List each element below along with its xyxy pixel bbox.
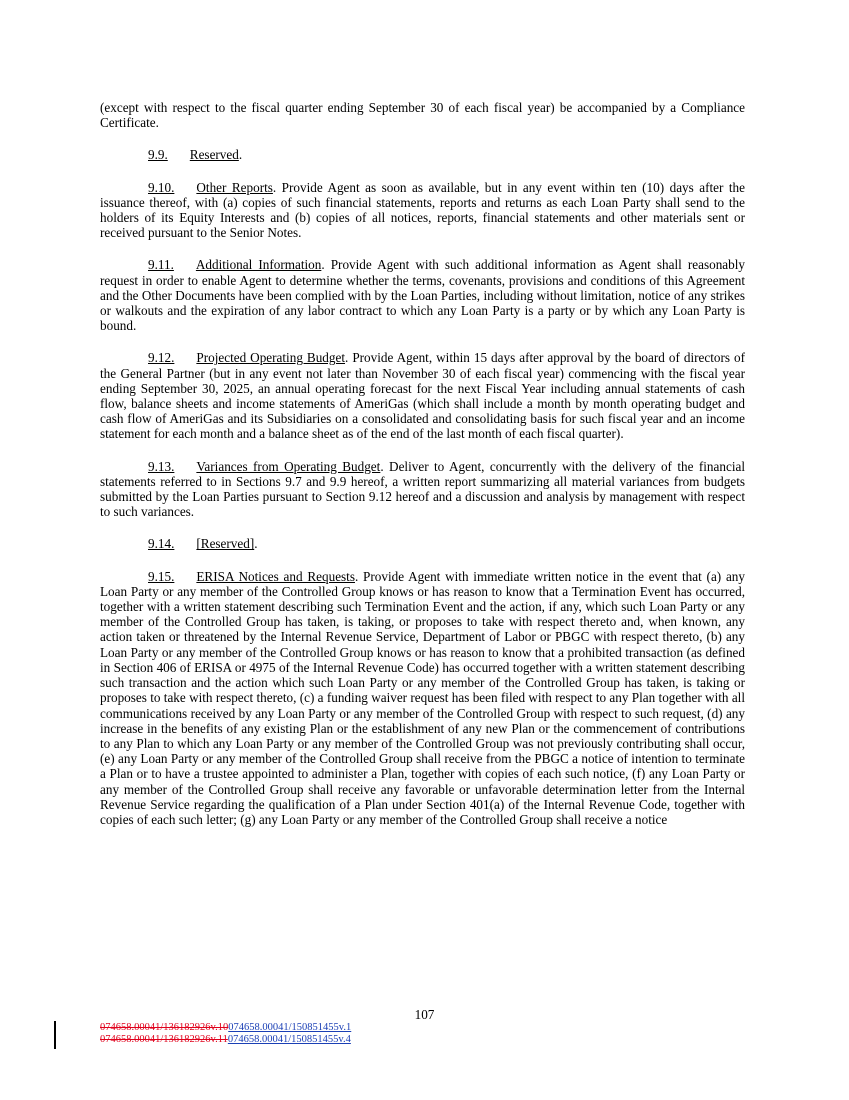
section-title: ERISA Notices and Requests [196,568,355,584]
section-body: Provide Agent as soon as available, but in any event within ten (10) days after the issuance thereof, with (a) copies of such financial statements, reports and returns as each Loan Party shall send to the holders of its Equity Interests and (b) copies of all notices, reports, financial statements and other materials sent or received pursuant to the Senior Notes. [100,179,745,241]
section-trail: . [345,350,349,366]
section-number: 9.9. [148,147,168,163]
intro-paragraph: (except with respect to the fiscal quarter ending September 30 of each fiscal year) be accompanied by a Compliance Certificate. [100,100,745,131]
section-9-14 [100,536,745,551]
inserted-doc-id: 074658.00041/150851455v.1 [228,1022,352,1033]
section-title: Variances from Operating Budget [196,458,381,474]
section-9-15 [100,569,745,827]
section-body: Provide Agent with immediate written notice in the event that (a) any Loan Party or any member of the Controlled Group knows or has reason to know that a Termination Event has occurred, together with a written statement describing such Termination Event and the action, if any, which such Loan Party or any member of the Controlled Group has taken, is taking, or proposes to take with respect thereto and, when known, any action taken or threatened by the Internal Revenue Service, Department of Labor or PBGC with respect thereto, (b) any Loan Party or any member of the Controlled Group knows or has reason to know that a prohibited transaction (as defined in Section 406 of ERISA or 4975 of the Internal Revenue Code) has occurred together with a written statement describing such transaction and the action which such Loan Party or any member of the Controlled Group has taken, is taking or proposes to take with respect thereto, (c) a funding waiver request has been filed with respect to any Plan together with all communications received by any Loan Party or any member of the Controlled Group with respect to such request, (d) any increase in the benefits of any existing Plan or the establishment of any new Plan or the commencement of contributions to any Plan to which any Loan Party or any member of the Controlled Group was not previously contributing shall occur, (e) any Loan Party or any member of the Controlled Group shall receive from the PBGC a notice of intention to terminate a Plan or to have a trustee appointed to administer a Plan, together with copies of each such notice, (f) any Loan Party or any member of the Controlled Group shall receive any favorable or unfavorable determination letter from the Internal Revenue Service regarding the qualification of a Plan under Section 401(a) of the Internal Revenue Code, together with copies of each such letter; (g) any Loan Party or any member of the Controlled Group shall receive a notice [100,568,745,827]
footer-line-1 [100,1022,351,1034]
section-number: 9.12. [148,350,175,366]
section-trail: . [254,536,258,552]
section-body: Provide Agent with such additional information as Agent shall reasonably request in order to enable Agent to determine whether the terms, covenants, provisions and conditions of this Agreement and the Other Documents have been complied with by the Loan Parties, including without limitation, notice of any strikes or walkouts and the expiration of any labor contract to which any Loan Party is a party or by which any Loan Party is bound. [100,257,745,334]
section-trail: . [272,179,277,195]
section-body: Provide Agent, within 15 days after approval by the board of directors of the General Partner (but in any event not later than November 30 of each fiscal year) commencing with the fiscal year ending September 30, 2025, an annual operating forecast for the next Fiscal Year including annual statements of cash flow, balance sheets and income statements of AmeriGas (which shall include a month by month operating budget and cash flow of AmeriGas and its Subsidiaries on a consolidated and consolidating basis for such fiscal year and an income statement for each month and a balance sheet as of the end of the last month of each fiscal quarter). [100,350,745,442]
section-9-12 [100,350,745,441]
section-number: 9.14. [148,536,175,552]
section-9-11 [100,257,745,333]
deleted-doc-id: 074658.00041/136182926v.11 [100,1034,228,1045]
section-trail: . [238,147,243,163]
section-9-9 [100,147,745,162]
section-title: Reserved [189,147,239,163]
body-text [100,100,745,844]
section-9-10 [100,180,745,241]
section-trail: . [321,257,325,273]
section-number: 9.13. [148,458,175,474]
section-body: Deliver to Agent, concurrently with the delivery of the financial statements referred to in Sections 9.7 and 9.9 hereof, a written report summarizing all material variances from budgets submitted by the Loan Parties pursuant to Section 9.12 hereof and a discussion and analysis by management with respect to such variances. [100,458,746,520]
page-number: 107 [414,1007,435,1022]
section-trail: . [354,568,359,584]
section-title: [Reserved] [196,536,255,552]
section-trail: . [380,458,384,474]
inserted-doc-id: 074658.00041/150851455v.4 [227,1034,351,1045]
section-9-13 [100,459,745,520]
deleted-doc-id: 074658.00041/136182926v.10 [100,1022,229,1033]
section-title: Additional Information [195,257,322,273]
section-number: 9.10. [148,179,175,195]
section-title: Projected Operating Budget [196,350,346,366]
document-footer [100,1022,351,1046]
section-title: Other Reports [196,179,273,195]
change-bar [54,1021,56,1049]
footer-line-2 [100,1034,351,1046]
section-number: 9.11. [148,257,174,273]
section-number: 9.15. [148,568,175,584]
